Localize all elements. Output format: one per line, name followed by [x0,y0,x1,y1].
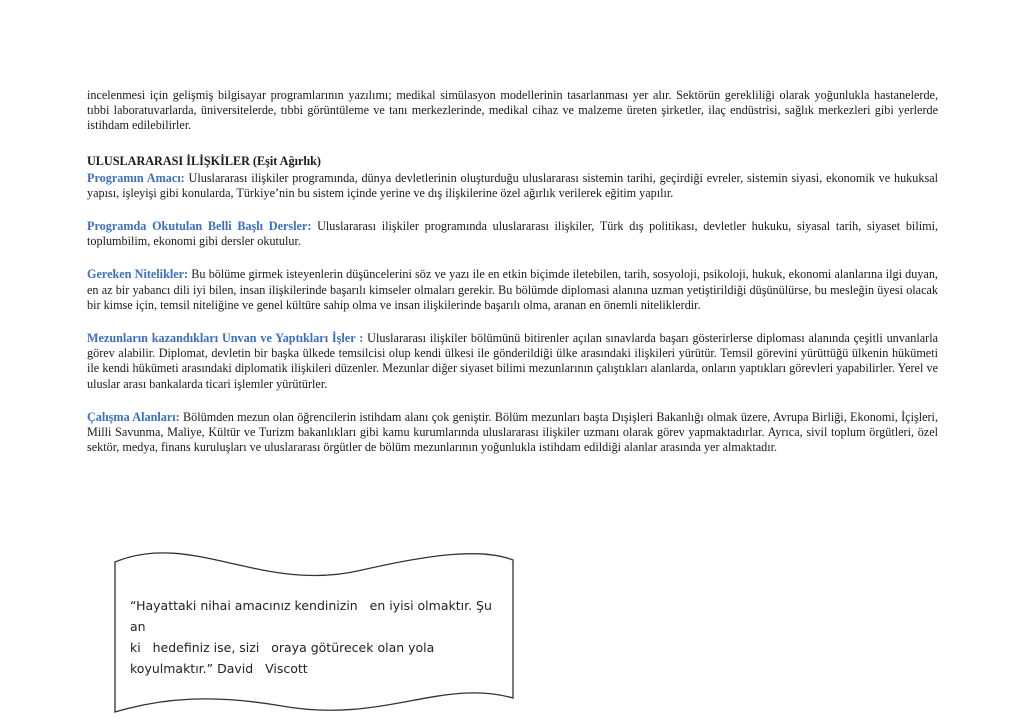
intro-paragraph: incelenmesi için gelişmiş bilgisayar programlarının yazılımı; medikal simülasyon modellerinin tasarlanması yer alır. Sektörün gerekliliği olarak yoğunlukla hastanelerde, tıbbi laboratuvarlarda, üniversitelerde, tıbbi görüntüleme ve tanı merkezlerinde, medikal cihaz ve malzeme üreten şirketler, ilaç endüstrisi, sağlık merkezleri gibi yerlerde istihdam edilebilirler. [87,88,938,133]
section-graduate-titles [87,331,938,392]
section-title: ULUSLARARASI İLİŞKİLER (Eşit Ağırlık) [87,153,321,168]
quote-banner [112,548,516,720]
section-text: Bu bölüme girmek isteyenlerin düşüncelerini söz ve yazı ile en etkin biçimde iletebilen, tarih, sosyoloji, psikoloji, hukuk, ekonomi alanlarına ilgi duyan, en az bir yabancı dili iyi bilen, insan ilişkilerinde başarılı kimseler olmaları gerekir. Bu bölümde diplomasi alanına uzman yetiştirildiği düşünülürse, bu mesleğin üyesi olacak bir kimse için, temsil niteliğine ve genel kültüre sahip olma ve insan ilişkilerinde başarılı olma, aranan en önemli niteliklerdir. [87,267,938,312]
document-body [87,88,938,455]
section-label: Mezunların kazandıkları Unvan ve Yaptıkları İşler : [87,331,364,346]
section-courses [87,219,938,249]
section-label: Programda Okutulan Belli Başlı Dersler: [87,219,312,234]
section-label: Çalışma Alanları: [87,409,180,424]
section-work-areas [87,410,938,456]
section-label: Programın Amacı: [87,170,185,185]
section-program-purpose [87,171,938,201]
section-text: Uluslararası ilişkiler programında, dünya devletlerinin oluşturduğu uluslararası sistemin tarihi, geçirdiği evreler, sistemin siyasi, ekonomik ve hukuksal yapısı, işleyişi gibi konularda, Türkiye’nin bu sistem içinde yerine ve dış ilişkilerine özel ağırlık verilerek eğitim yapılır. [87,170,938,200]
section-label: Gereken Nitelikler: [87,267,189,282]
quote-text: “Hayattaki nihai amacınız kendinizin en iyisi olmaktır. Şu an ki hedefiniz ise, sizi oraya götürecek olan yola koyulmaktır.” David Viscott [130,598,492,676]
section-qualifications [87,267,938,313]
section-text: Uluslararası ilişkiler programında uluslararası ilişkiler, Türk dış politikası, devletler hukuku, siyasal tarih, siyaset bilimi, toplumbilim, ekonomi gibi dersler okutulur. [87,219,938,249]
section-text: Uluslararası ilişkiler bölümünü bitirenler açılan sınavlarda başarı gösterirlerse diploması alanında çeşitli unvanlarla görev alabilir. Diplomat, devletin bir başka ülkede temsilcisi olup kendi ülkesi ile gönderildiği ülke arasındaki ilişkileri yürütür. Temsil görevini yürüttüğü ülkenin hükümeti ile kendi hükümeti arasındaki diplomatik ilişkileri düzenler. Mezunlar diğer siyaset bilimi mezunlarının çalıştıkları alanlarda, onların yaptıkları görevleri yapabilirler. Yerel ve uluslar arası bankalarda ticari işlemler yürütürler. [87,331,939,391]
section-text: Bölümden mezun olan öğrencilerin istihdam alanı çok geniştir. Bölüm mezunları başta Dışişleri Bakanlığı olmak üzere, Avrupa Birliği, Ekonomi, İçişleri, Milli Savunma, Maliye, Kültür ve Turizm bakanlıkları gibi kamu kurumlarında uluslararası ilişkiler uzmanı olarak görev yapmaktadırlar. Ayrıca, sivil toplum örgütleri, özel sektör, medya, finans kuruluşları ve uluslararası örgütler de bölüm mezunlarının yoğunlukla istihdam edildiği alanlar arasında yer almaktadır. [87,409,938,455]
